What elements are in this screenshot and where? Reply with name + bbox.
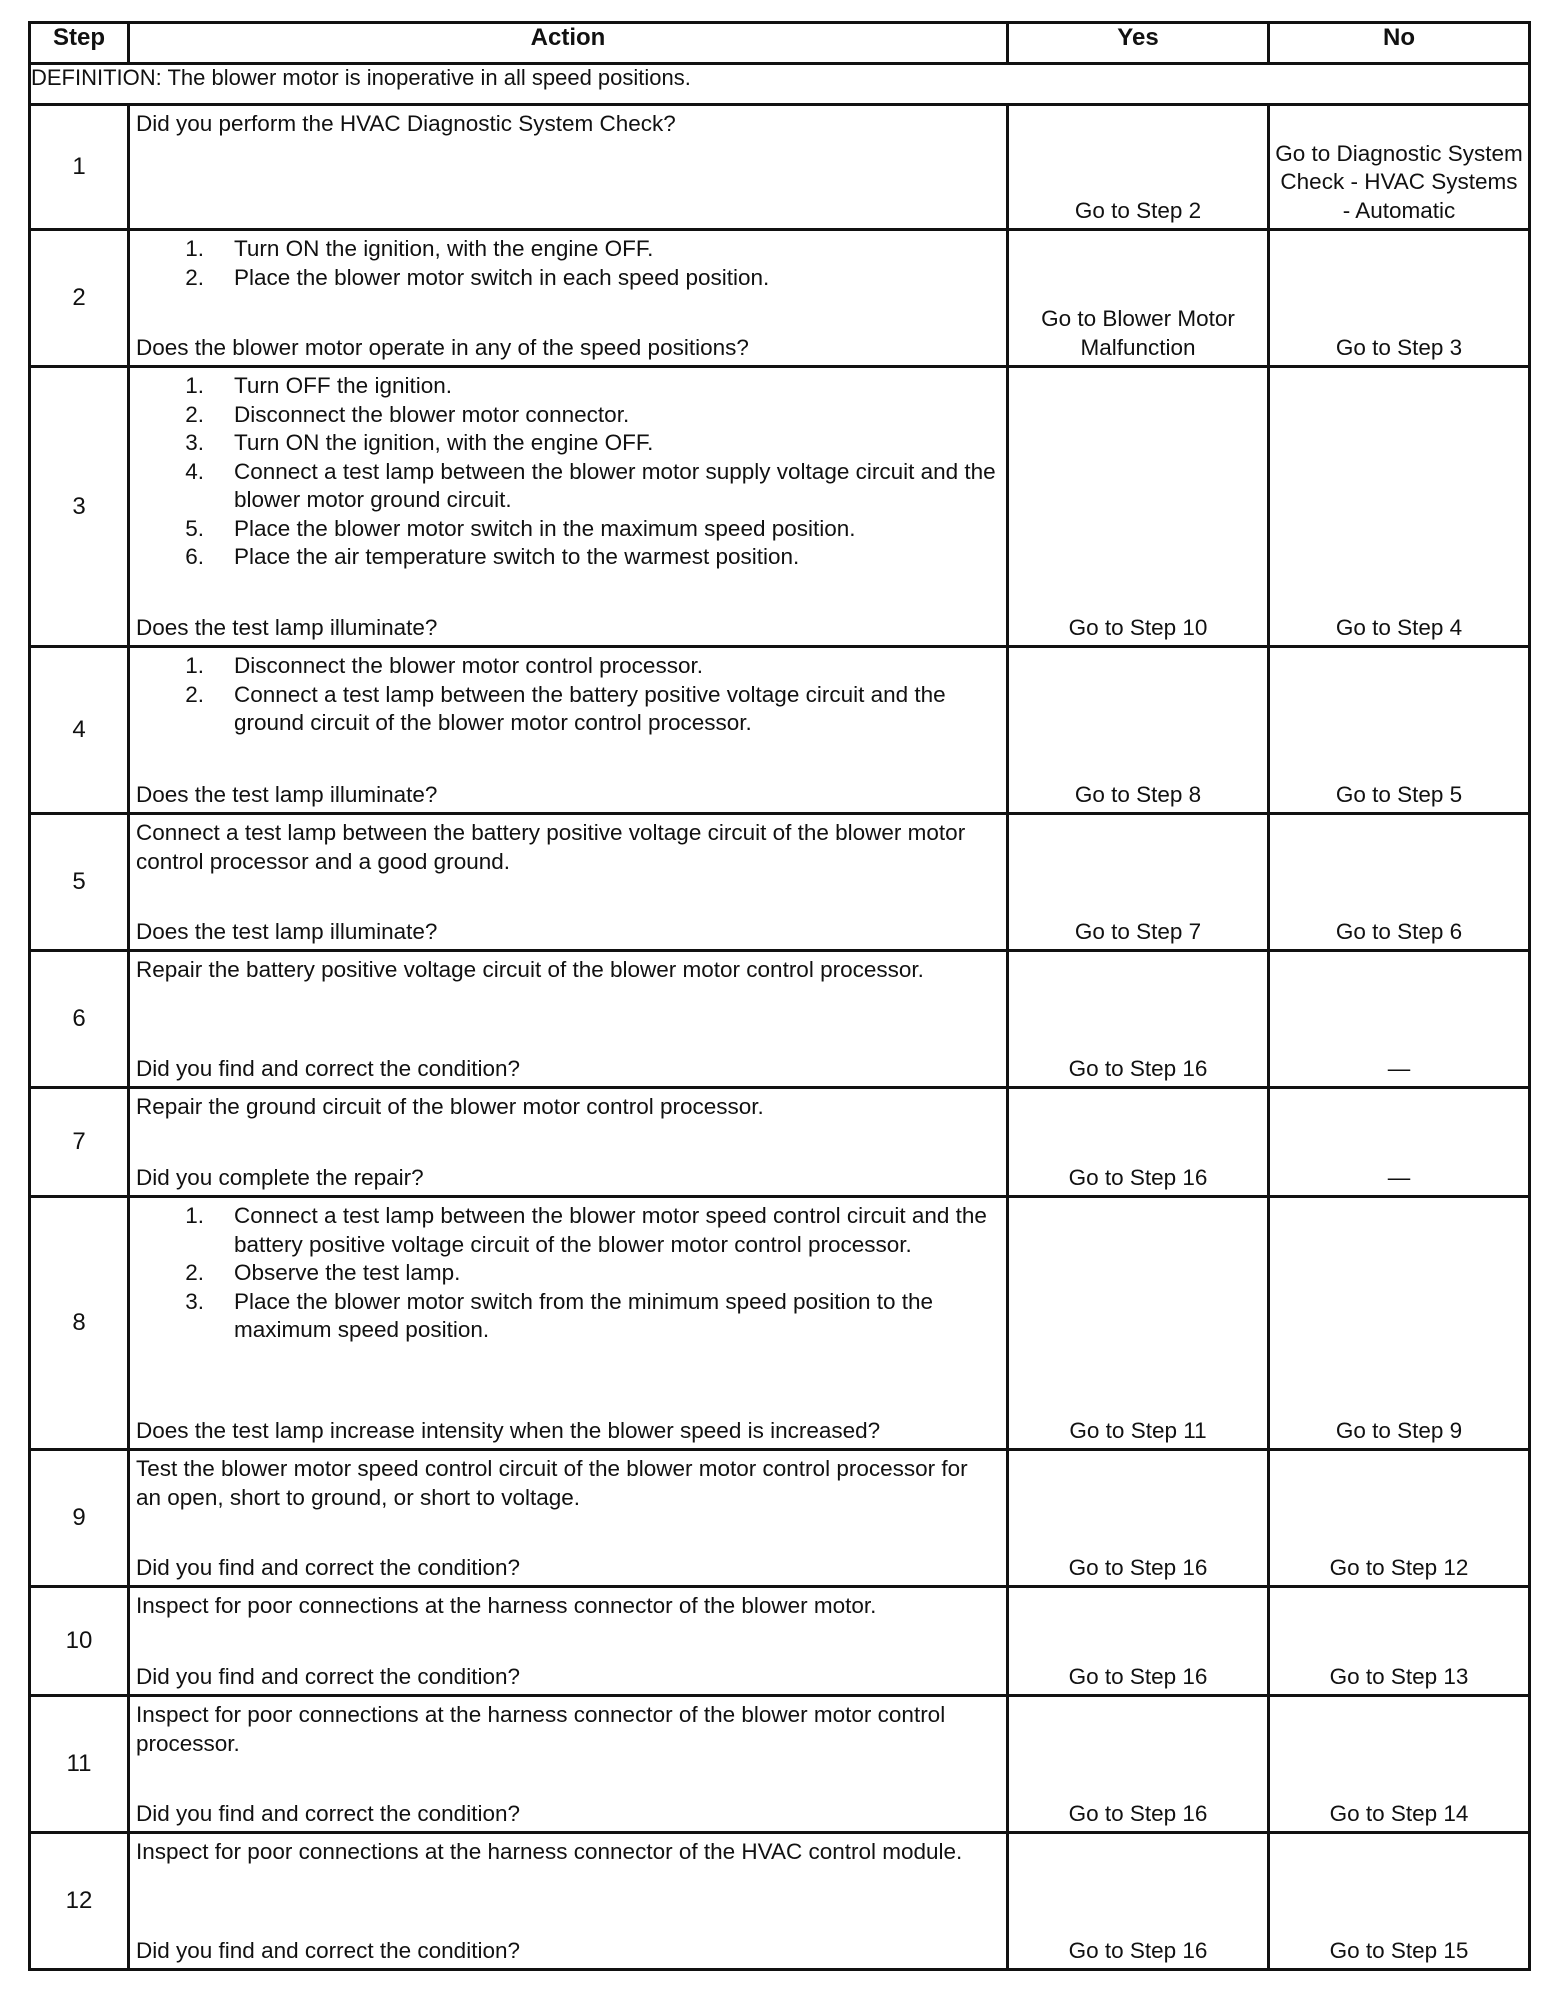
list-text: Disconnect the blower motor control processor. [234,653,703,678]
table-row [30,105,1530,230]
list-text: Place the air temperature switch to the warmest position. [234,544,800,569]
action-list-item [136,264,998,293]
action-cell [129,105,1008,230]
action-text: Connect a test lamp between the battery positive voltage circuit of the blower motor control processor and a good ground. [136,820,966,874]
table-row [30,1833,1530,1970]
table-row [30,1450,1530,1587]
action-question: Did you find and correct the condition? [136,1554,520,1580]
action-cell [129,1587,1008,1696]
action-list-item [136,429,998,458]
action-question: Does the test lamp illuminate? [136,781,438,807]
action-text: Inspect for poor connections at the harness connector of the blower motor. [136,1593,877,1618]
action-text: Did you perform the HVAC Diagnostic System Check? [136,111,676,136]
no-result: Go to Step 9 [1269,1197,1530,1450]
list-text: Turn ON the ignition, with the engine OFF. [234,236,654,261]
list-text: Place the blower motor switch from the minimum speed position to the maximum speed position. [234,1288,934,1342]
action-cell [129,1450,1008,1587]
action-text: Inspect for poor connections at the harness connector of the HVAC control module. [136,1839,963,1864]
action-cell [129,367,1008,647]
list-number: 1. [185,236,204,261]
action-header: Action [129,23,1008,64]
step-number: 3 [30,367,129,647]
action-cell [129,1833,1008,1970]
list-number: 2. [185,264,204,290]
action-text: Repair the ground circuit of the blower motor control processor. [136,1094,764,1119]
no-result: Go to Step 14 [1269,1696,1530,1833]
step-number: 12 [30,1833,129,1970]
list-number: 1. [185,653,204,678]
action-cell [129,647,1008,814]
yes-result: Go to Blower Motor Malfunction [1008,230,1269,367]
list-number: 3. [185,1288,204,1314]
action-question: Did you find and correct the condition? [136,1663,520,1689]
action-text: Test the blower motor speed control circuit of the blower motor control processor for an open, short to ground, or short to voltage. [136,1456,968,1510]
no-result: Go to Step 6 [1269,814,1530,951]
action-list-item [136,401,998,430]
step-number: 5 [30,814,129,951]
table-row [30,367,1530,647]
action-list-item [136,372,998,401]
table-row [30,647,1530,814]
step-number: 7 [30,1088,129,1197]
list-text: Place the blower motor switch in the maximum speed position. [234,515,856,541]
action-question: Did you find and correct the condition? [136,1937,520,1963]
yes-result: Go to Step 16 [1008,1587,1269,1696]
table-row [30,1197,1530,1450]
list-number: 6. [185,544,204,569]
list-text: Connect a test lamp between the battery positive voltage circuit and the ground circuit of the blower motor control processor. [234,681,946,735]
definition-text: DEFINITION: The blower motor is inoperative in all speed positions. [30,64,1530,105]
list-number: 3. [185,430,204,455]
action-question: Does the test lamp increase intensity when the blower speed is increased? [136,1417,881,1443]
yes-result: Go to Step 2 [1008,105,1269,230]
step-header: Step [30,23,129,64]
yes-result: Go to Step 16 [1008,1450,1269,1587]
action-list-item [136,515,998,544]
yes-header: Yes [1008,23,1269,64]
table-row [30,1587,1530,1696]
step-number: 10 [30,1587,129,1696]
list-number: 2. [185,401,204,427]
step-number: 6 [30,951,129,1088]
no-result: Go to Diagnostic System Check - HVAC Systems - Automatic [1269,105,1530,230]
list-text: Connect a test lamp between the blower motor speed control circuit and the battery positive voltage circuit of the blower motor control processor. [234,1203,987,1257]
no-result: Go to Step 3 [1269,230,1530,367]
table-row [30,230,1530,367]
list-number: 1. [185,373,204,398]
action-question: Does the test lamp illuminate? [136,918,438,944]
action-question: Did you find and correct the condition? [136,1800,520,1826]
yes-result: Go to Step 11 [1008,1197,1269,1450]
no-result: — [1269,951,1530,1088]
no-result: Go to Step 5 [1269,647,1530,814]
action-question: Does the blower motor operate in any of the speed positions? [136,334,749,360]
list-number: 4. [185,458,204,484]
yes-result: Go to Step 7 [1008,814,1269,951]
yes-result: Go to Step 16 [1008,1833,1269,1970]
action-list [136,652,998,738]
list-number: 1. [185,1203,204,1228]
list-text: Turn ON the ignition, with the engine OFF. [234,430,654,455]
table-row [30,951,1530,1088]
no-result: — [1269,1088,1530,1197]
action-list-item [136,1202,998,1259]
step-number: 2 [30,230,129,367]
list-number: 2. [185,681,204,707]
action-cell [129,814,1008,951]
list-number: 5. [185,515,204,541]
diagnostic-table [28,21,1531,1971]
action-question: Does the test lamp illuminate? [136,614,438,640]
action-list-item [136,235,998,264]
table-row [30,814,1530,951]
step-rows [30,105,1530,1970]
yes-result: Go to Step 8 [1008,647,1269,814]
action-cell [129,1088,1008,1197]
action-cell [129,1696,1008,1833]
action-list [136,1202,998,1345]
action-question: Did you complete the repair? [136,1164,424,1190]
no-header: No [1269,23,1530,64]
yes-result: Go to Step 16 [1008,951,1269,1088]
definition-row [30,64,1530,105]
action-cell [129,951,1008,1088]
table-row [30,1088,1530,1197]
action-list-item [136,652,998,681]
list-text: Observe the test lamp. [234,1260,461,1285]
table-row [30,1696,1530,1833]
action-cell [129,1197,1008,1450]
action-text: Repair the battery positive voltage circuit of the blower motor control processor. [136,957,924,982]
no-result: Go to Step 4 [1269,367,1530,647]
no-result: Go to Step 13 [1269,1587,1530,1696]
yes-result: Go to Step 16 [1008,1088,1269,1197]
action-cell [129,230,1008,367]
list-text: Turn OFF the ignition. [234,373,453,398]
yes-result: Go to Step 10 [1008,367,1269,647]
action-list-item [136,1288,998,1345]
action-list-item [136,543,998,572]
action-list [136,235,998,292]
action-question: Did you find and correct the condition? [136,1055,520,1081]
action-text: Inspect for poor connections at the harness connector of the blower motor control processor. [136,1702,946,1756]
list-text: Place the blower motor switch in each speed position. [234,264,770,290]
no-result: Go to Step 15 [1269,1833,1530,1970]
list-text: Disconnect the blower motor connector. [234,401,630,427]
no-result: Go to Step 12 [1269,1450,1530,1587]
step-number: 8 [30,1197,129,1450]
step-number: 1 [30,105,129,230]
list-number: 2. [185,1260,204,1285]
list-text: Connect a test lamp between the blower motor supply voltage circuit and the blower motor ground circuit. [234,458,996,512]
step-number: 9 [30,1450,129,1587]
yes-result: Go to Step 16 [1008,1696,1269,1833]
step-number: 4 [30,647,129,814]
action-list-item [136,681,998,738]
action-list-item [136,458,998,515]
action-list-item [136,1259,998,1288]
action-list [136,372,998,572]
step-number: 11 [30,1696,129,1833]
header-row [30,23,1530,64]
